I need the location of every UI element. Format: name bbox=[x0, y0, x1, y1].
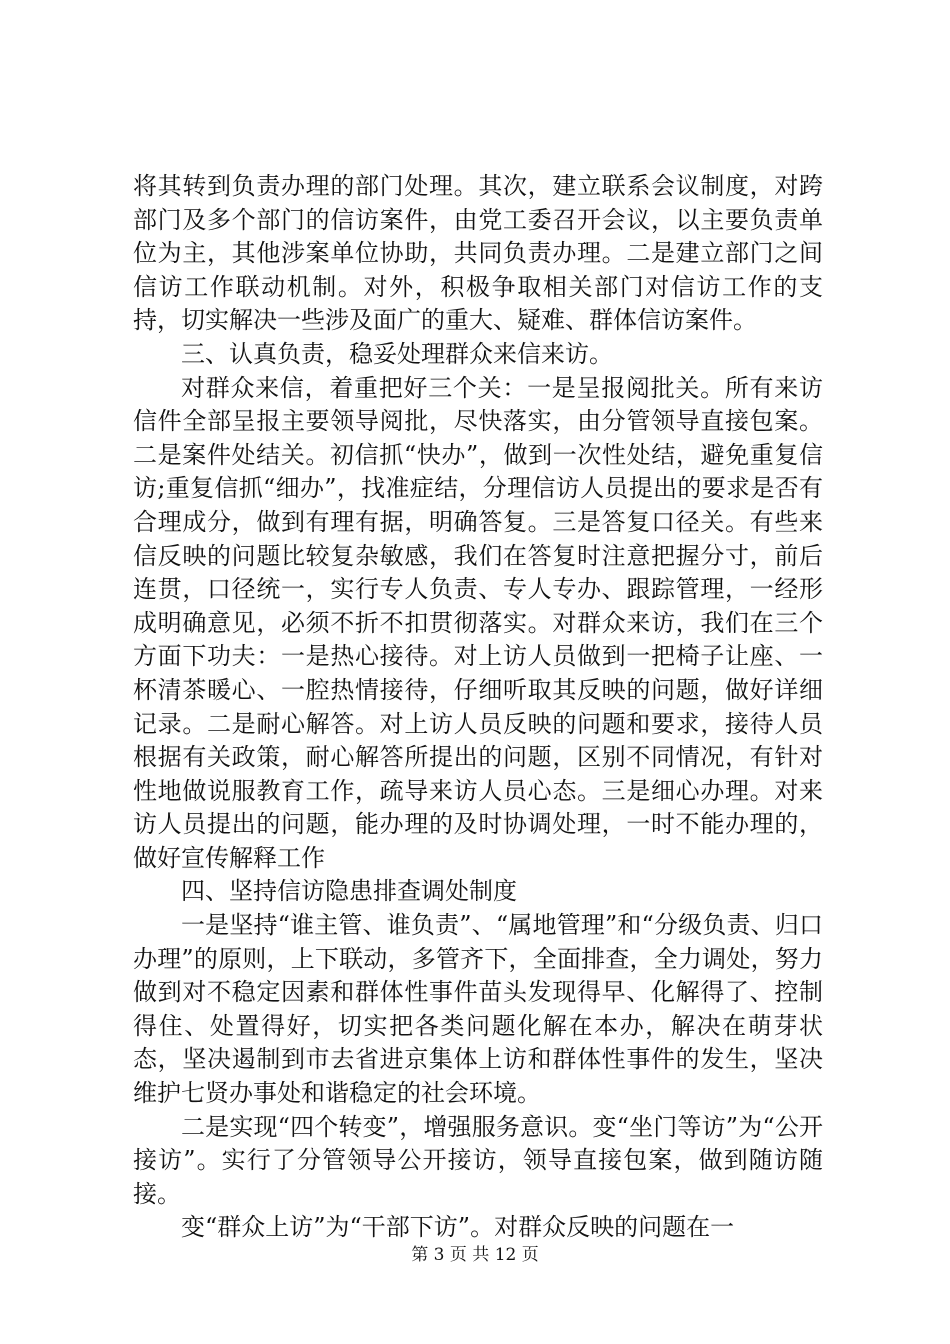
paragraph-continuation: 将其转到负责办理的部门处理。其次，建立联系会议制度，对跨部门及多个部门的信访案件，由党工委召开会议，以主要负责单位为主，其他涉案单位协助，共同负责办理。二是建立部门之间信访工作联动机制。对外，积极争取相关部门对信访工作的支持，切实解决一些涉及面广的重大、疑难、群体信访案件。 bbox=[133, 172, 823, 335]
page-footer: 第 3 页 共 12 页 bbox=[411, 1245, 539, 1265]
paragraph-cadre-visits: 变“群众上访”为“干部下访”。对群众反映的问题在一 bbox=[181, 1213, 735, 1242]
paragraph-letters-visits: 对群众来信，着重把好三个关：一是呈报阅批关。所有来访信件全部呈报主要领导阅批，尽快落实，由分管领导直接包案。二是案件处结关。初信抓“快办”，做到一次性处结，避免重复信访;重复信抓“细办”，找准症结，分理信访人员提出的要求是否有合理成分，做到有理有据，明确答复。三是答复口径关。有些来信反映的问题比较复杂敏感，我们在答复时注意把握分寸，前后连贯，口径统一，实行专人负责、专人专办、跟踪管理，一经形成明确意见，必须不折不扣贯彻落实。对群众来访，我们在三个方面下功夫：一是热心接待。对上访人员做到一把椅子让座、一杯清茶暖心、一腔热情接待，仔细听取其反映的问题，做好详细记录。二是耐心解答。对上访人员反映的问题和要求，接待人员根据有关政策，耐心解答所提出的问题，区别不同情况，有针对性地做说服教育工作，疏导来访人员心态。三是细心办理。对来访人员提出的问题，能办理的及时协调处理，一时不能办理的，做好宣传解释工作 bbox=[133, 373, 823, 872]
paragraph-four-changes: 二是实现“四个转变”，增强服务意识。变“坐门等访”为“公开接访”。实行了分管领导公开接访，领导直接包案，做到随访随接。 bbox=[133, 1112, 823, 1208]
document-body bbox=[133, 170, 823, 1245]
section-heading-4: 四、坚持信访隐患排查调处制度 bbox=[181, 877, 517, 906]
paragraph-investigation: 一是坚持“谁主管、谁负责”、“属地管理”和“分级负责、归口办理”的原则，上下联动，多管齐下，全面排查，全力调处，努力做到对不稳定因素和群体性事件苗头发现得早、化解得了、控制得住、处置得好，切实把各类问题化解在本办，解决在萌芽状态，坚决遏制到市去省进京集体上访和群体性事件的发生，坚决维护七贤办事处和谐稳定的社会环境。 bbox=[133, 911, 823, 1108]
section-heading-3: 三、认真负责，稳妥处理群众来信来访。 bbox=[181, 339, 613, 368]
